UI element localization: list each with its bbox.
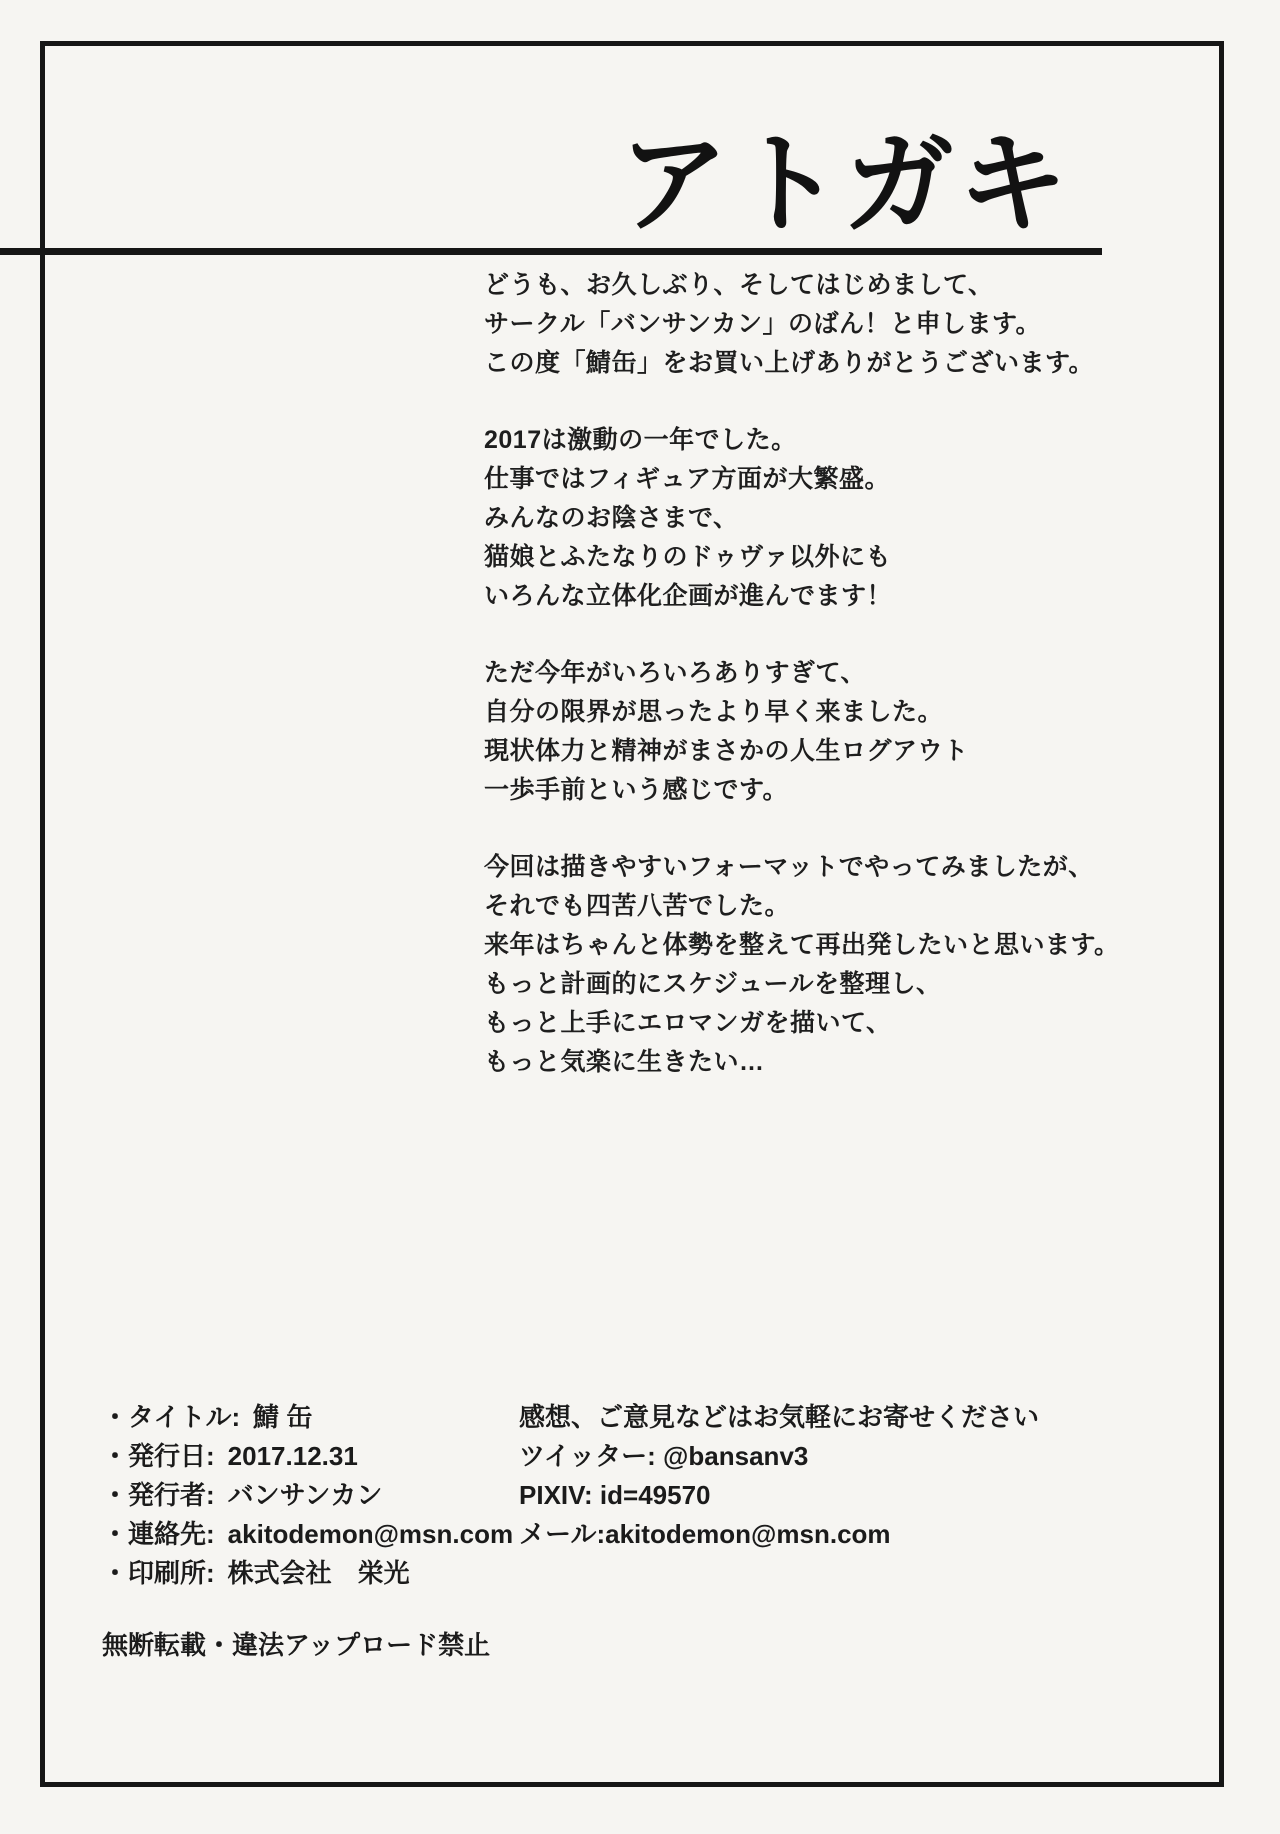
colophon-value: 鯖 缶 xyxy=(253,1402,313,1432)
colophon-row-printer xyxy=(102,1554,513,1593)
body-line: 今回は描きやすいフォーマットでやってみましたが、 xyxy=(484,853,1094,881)
body-line: 現状体力と精神がまさかの人生ログアウト xyxy=(484,737,969,765)
no-repost-notice: 無断転載・違法アップロード禁止 xyxy=(102,1630,491,1660)
colophon-value: 株式会社 栄光 xyxy=(227,1558,410,1588)
colophon-label: ・タイトル: xyxy=(102,1402,241,1432)
body-paragraph-1 xyxy=(484,266,1104,383)
body-line: サークル「バンサンカン」のばん！と申します。 xyxy=(484,310,1042,338)
page-title: アトガキ xyxy=(618,123,1072,246)
colophon-value: akitodemon@msn.com xyxy=(227,1519,514,1549)
body-paragraph-2 xyxy=(484,421,1104,616)
colophon-label: ・発行者: xyxy=(102,1480,215,1510)
colophon-row-contact-email xyxy=(102,1515,513,1554)
afterword-body xyxy=(484,266,1120,1120)
body-line: 2017は激動の一年でした。 xyxy=(484,426,797,454)
body-line: もっと上手にエロマンガを描いて、 xyxy=(484,1009,892,1037)
body-line: もっと気楽に生きたい… xyxy=(484,1048,765,1076)
body-line: 来年はちゃんと体勢を整えて再出発したいと思います。 xyxy=(484,931,1120,959)
body-line: この度「鯖缶」をお買い上げありがとうございます。 xyxy=(484,349,1095,377)
body-line: 仕事ではフィギュア方面が大繁盛。 xyxy=(484,465,891,493)
feedback-note: 感想、ご意見などはお気軽にお寄せください xyxy=(519,1402,1040,1432)
colophon-row-title xyxy=(102,1398,513,1437)
pixiv-id: PIXIV: id=49570 xyxy=(519,1480,711,1510)
body-line: もっと計画的にスケジュールを整理し、 xyxy=(484,970,942,998)
body-line: ただ今年がいろいろありすぎて、 xyxy=(484,659,867,687)
colophon-label: ・連絡先: xyxy=(102,1519,215,1549)
feedback-contact-block xyxy=(519,1398,1039,1554)
body-paragraph-3 xyxy=(484,654,1104,810)
twitter-handle: ツイッター: @bansanv3 xyxy=(519,1441,809,1471)
body-line: みんなのお陰さまで、 xyxy=(484,504,739,532)
colophon-row-publish-date xyxy=(102,1437,513,1476)
body-line: それでも四苦八苦でした。 xyxy=(484,892,791,920)
body-paragraph-4 xyxy=(484,848,1120,1082)
body-line: どうも、お久しぶり、そしてはじめまして、 xyxy=(484,271,994,299)
body-line: 一歩手前という感じです。 xyxy=(484,776,789,804)
colophon-label: ・印刷所: xyxy=(102,1558,215,1588)
colophon-value: バンサンカン xyxy=(227,1480,383,1510)
colophon xyxy=(102,1398,513,1593)
email-address: メール:akitodemon@msn.com xyxy=(519,1519,891,1549)
body-line: 猫娘とふたなりのドゥヴァ以外にも xyxy=(484,543,892,571)
title-underline-rule xyxy=(0,248,1102,255)
body-line: いろんな立体化企画が進んでます！ xyxy=(484,582,893,610)
colophon-label: ・発行日: xyxy=(102,1441,215,1471)
body-line: 自分の限界が思ったより早く来ました。 xyxy=(484,698,944,726)
colophon-row-publisher xyxy=(102,1476,513,1515)
colophon-value: 2017.12.31 xyxy=(227,1441,358,1471)
